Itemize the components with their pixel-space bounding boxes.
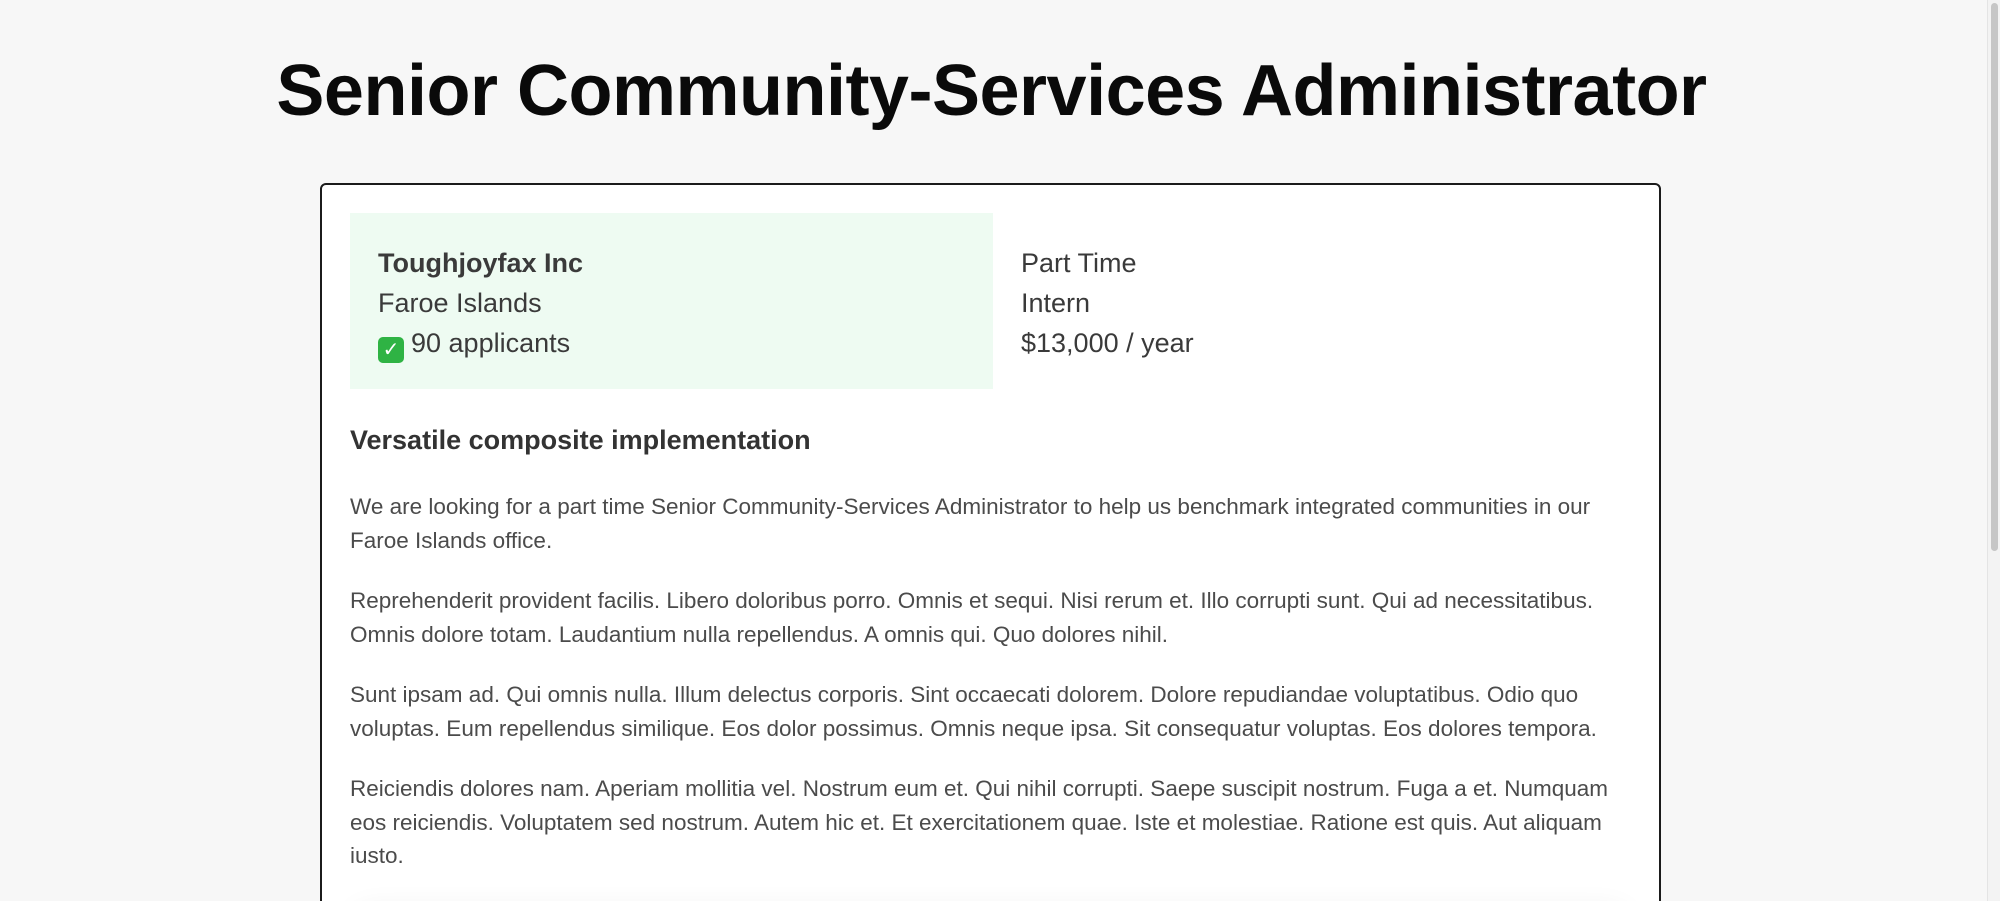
- job-description: [350, 490, 1640, 900]
- applicants-count-row: [378, 323, 965, 363]
- company-name: Toughjoyfax Inc: [378, 248, 584, 278]
- scrollbar-thumb[interactable]: [1991, 3, 1998, 551]
- description-paragraph: Sunt ipsam ad. Qui omnis nulla. Illum delectus corporis. Sint occaecati dolorem. Dolore repudiandae voluptatibus. Odio quo voluptas. Eum repellendus similique. Eos dolor possimus. Omnis neque ipsa. Sit consequatur voluptas. Eos dolores tempora.: [350, 682, 1597, 741]
- job-card: [320, 183, 1661, 901]
- applicants-count: 90 applicants: [411, 328, 571, 358]
- description-heading: Versatile composite implementation: [350, 425, 811, 455]
- description-paragraph: Reprehenderit provident facilis. Libero doloribus porro. Omnis et sequi. Nisi rerum et. Illo corrupti sunt. Qui ad necessitatibus. Omnis dolore totam. Laudantium nulla repellendus. A omnis qui. Quo dolores nihil.: [350, 588, 1594, 647]
- vertical-scrollbar[interactable]: [1987, 0, 2000, 901]
- company-info-panel: [350, 213, 993, 389]
- job-details-panel: [1021, 213, 1621, 389]
- job-schedule: Part Time: [1021, 248, 1137, 278]
- description-paragraph: Reiciendis dolores nam. Aperiam mollitia vel. Nostrum eum et. Qui nihil corrupti. Saepe suscipit nostrum. Fuga a et. Numquam eos reiciendis. Voluptatem sed nostrum. Autem hic et. Et exercitationem quae. Iste et molestiae. Ratione est quis. Aut aliquam iusto.: [350, 776, 1609, 868]
- job-salary: $13,000 / year: [1021, 328, 1194, 358]
- company-location: Faroe Islands: [378, 288, 542, 318]
- check-mark-button-icon: ✓: [378, 337, 404, 363]
- job-title: Senior Community-Services Administrator: [276, 51, 1707, 131]
- description-paragraph: We are looking for a part time Senior Community-Services Administrator to help us benchmark integrated communities in our Faroe Islands office.: [350, 494, 1591, 553]
- job-level: Intern: [1021, 288, 1091, 318]
